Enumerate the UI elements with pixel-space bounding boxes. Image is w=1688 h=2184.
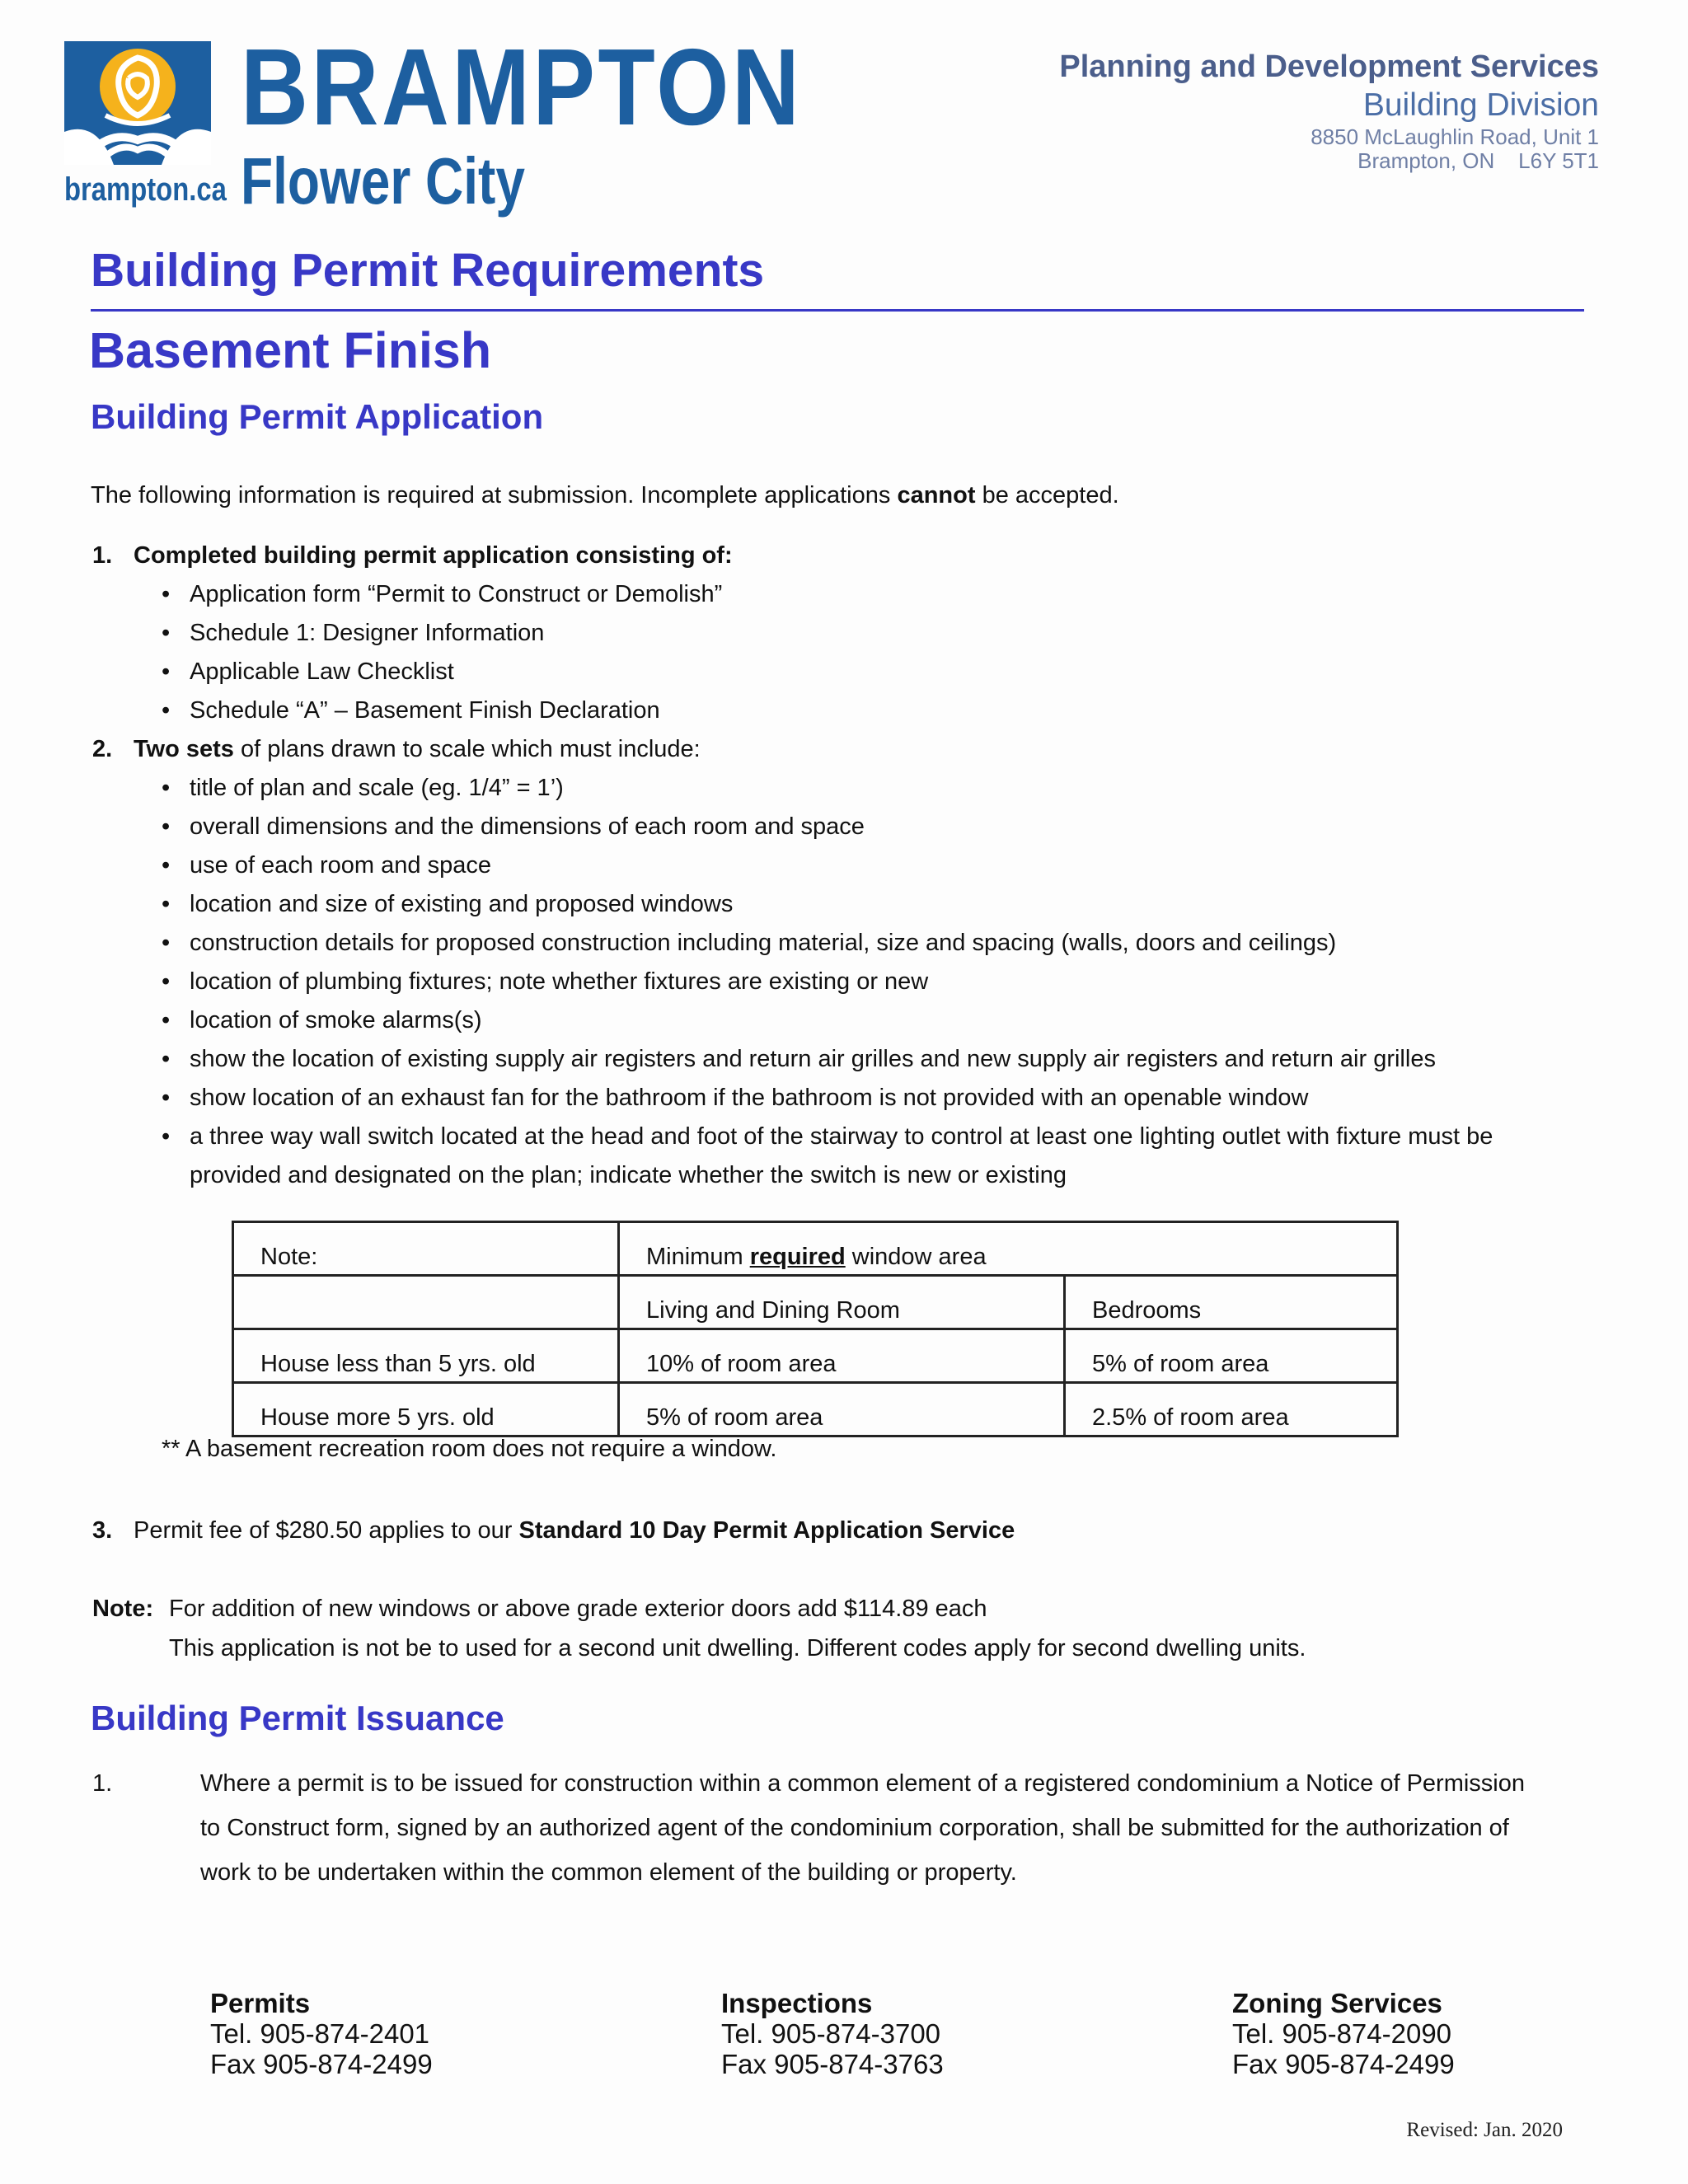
table-cell: 10% of room area — [619, 1329, 1065, 1383]
contact-tel: Tel. 905-874-2090 — [1232, 2018, 1452, 2049]
table-header-bold: required — [749, 1244, 846, 1270]
item-2-label-rest: of plans drawn to scale which must include: — [241, 736, 701, 762]
note-label: Note: — [92, 1596, 154, 1622]
logo-url: brampton.ca — [64, 171, 227, 208]
table-cell: 5% of room area — [1065, 1329, 1398, 1383]
list-item: • a three way wall switch located at the head and foot of the stairway to control at least one lighting outlet with fixture must be — [190, 1125, 1493, 1149]
table-header-cell — [619, 1222, 1398, 1276]
table-row — [233, 1329, 1398, 1383]
issuance-number: 1. — [92, 1770, 113, 1797]
list-item: • location of plumbing fixtures; note whether fixtures are existing or new — [190, 970, 928, 994]
list-item: • location and size of existing and proposed windows — [190, 893, 733, 916]
section-heading-issuance: Building Permit Issuance — [91, 1699, 504, 1737]
table-row — [233, 1276, 1398, 1329]
contact-label: Zoning Services — [1232, 1988, 1442, 2018]
item-3-number: 3. — [92, 1517, 113, 1544]
contact-inspections — [721, 1990, 944, 2078]
list-item: • show the location of existing supply air registers and return air grilles and new supply air registers and return air grilles — [190, 1047, 1436, 1071]
item-2-number: 2. — [92, 736, 113, 762]
revised-date: Revised: Jan. 2020 — [1406, 2119, 1563, 2141]
item-1-label: Completed building permit application consisting of: — [134, 542, 733, 569]
intro-prefix: The following information is required at submission. Incomplete applications — [91, 482, 891, 509]
issuance-line-1: Where a permit is to be issued for construction within a common element of a registered condominium a Notice of Permission — [200, 1770, 1525, 1797]
brampton-logo-icon — [64, 41, 211, 165]
list-item: • show location of an exhaust fan for the bathroom if the bathroom is not provided with an openable window — [190, 1086, 1308, 1110]
address-line-1: 8850 McLaughlin Road, Unit 1 — [1311, 124, 1599, 149]
contact-label: Permits — [210, 1988, 311, 2018]
contact-tel: Tel. 905-874-2401 — [210, 2018, 430, 2049]
table-row — [233, 1222, 1398, 1276]
contact-fax: Fax 905-874-2499 — [1232, 2049, 1455, 2079]
table-header-prefix: Minimum — [646, 1244, 743, 1270]
issuance-line-2: to Construct form, signed by an authorized agent of the condominium corporation, shall be submitted for the authorization of — [200, 1815, 1509, 1841]
section-heading-application: Building Permit Application — [91, 397, 544, 436]
list-item: • use of each room and space — [190, 854, 491, 878]
item-1-number: 1. — [92, 542, 113, 569]
contact-fax: Fax 905-874-3763 — [721, 2049, 944, 2079]
list-item: • Schedule 1: Designer Information — [190, 621, 544, 645]
table-col-bedrooms: Bedrooms — [1065, 1276, 1398, 1329]
note-line-2: This application is not be to used for a second unit dwelling. Different codes apply for second dwelling units. — [169, 1635, 1306, 1661]
list-item: • Application form “Permit to Construct or Demolish” — [190, 583, 722, 607]
table-footnote: ** A basement recreation room does not require a window. — [162, 1436, 777, 1462]
contact-zoning — [1232, 1990, 1455, 2078]
logo-tagline: Flower City — [241, 144, 525, 218]
list-item: • construction details for proposed construction including material, size and spacing (walls, doors and ceilings) — [190, 931, 1336, 955]
issuance-line-3: work to be undertaken within the common element of the building or property. — [200, 1859, 1017, 1886]
contact-fax: Fax 905-874-2499 — [210, 2049, 433, 2079]
contact-tel: Tel. 905-874-3700 — [721, 2018, 941, 2049]
table-row — [233, 1383, 1398, 1436]
intro-paragraph — [91, 484, 1119, 508]
table-cell: 5% of room area — [619, 1383, 1065, 1436]
address-line-2: Brampton, ON L6Y 5T1 — [1357, 148, 1599, 173]
note-line-1: For addition of new windows or above grade exterior doors add $114.89 each — [169, 1596, 987, 1622]
department-name: Planning and Development Services — [1059, 49, 1599, 84]
table-cell — [233, 1276, 619, 1329]
contact-label: Inspections — [721, 1988, 873, 2018]
title-divider — [91, 309, 1584, 312]
logo-wordmark: BRAMPTON — [241, 26, 803, 148]
table-note-cell: Note: — [233, 1222, 619, 1276]
intro-bold: cannot — [897, 482, 976, 509]
list-item: • location of smoke alarms(s) — [190, 1009, 482, 1033]
item-2-label — [134, 738, 701, 762]
page-title: Building Permit Requirements — [91, 244, 765, 297]
contact-permits — [210, 1990, 433, 2078]
list-item: • title of plan and scale (eg. 1/4” = 1’) — [190, 776, 564, 800]
list-item: • overall dimensions and the dimensions of each room and space — [190, 815, 865, 839]
window-area-table — [232, 1221, 1399, 1437]
list-item-continuation: provided and designated on the plan; indicate whether the switch is new or existing — [190, 1162, 1067, 1188]
table-col-living: Living and Dining Room — [619, 1276, 1065, 1329]
page-subtitle: Basement Finish — [89, 322, 492, 378]
table-cell: House more 5 yrs. old — [233, 1383, 619, 1436]
item-3-bold: Standard 10 Day Permit Application Service — [518, 1517, 1015, 1544]
table-cell: 2.5% of room area — [1065, 1383, 1398, 1436]
division-name: Building Division — [1362, 87, 1599, 123]
item-3-prefix: Permit fee of $280.50 applies to our — [134, 1517, 513, 1544]
item-2-label-bold: Two sets — [134, 736, 234, 762]
table-header-suffix: window area — [851, 1244, 987, 1270]
intro-suffix: be accepted. — [982, 482, 1119, 509]
item-3-text — [134, 1519, 1015, 1543]
list-item: • Applicable Law Checklist — [190, 660, 454, 684]
table-cell: House less than 5 yrs. old — [233, 1329, 619, 1383]
list-item: • Schedule “A” – Basement Finish Declaration — [190, 699, 660, 723]
